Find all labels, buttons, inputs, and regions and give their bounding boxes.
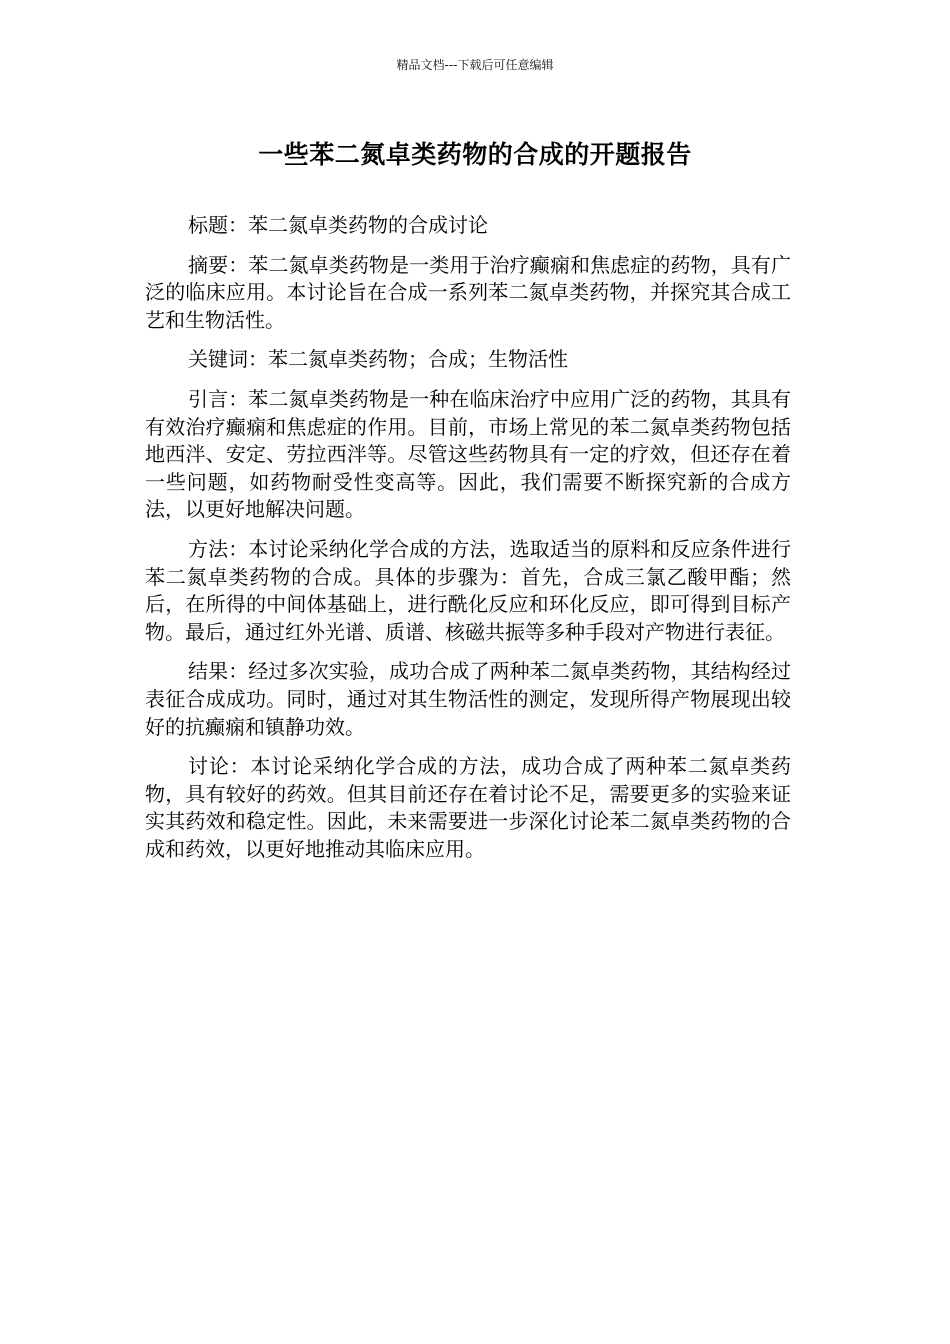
paragraph-abstract: 摘要：苯二氮卓类药物是一类用于治疗癫痫和焦虑症的药物，具有广泛的临床应用。本讨论旨在合成一系列苯二氮卓类药物，并探究其合成工艺和生物活性。 bbox=[145, 252, 791, 332]
paragraph-discussion: 讨论：本讨论采纳化学合成的方法，成功合成了两种苯二氮卓类药物，具有较好的药效。但其目前还存在着讨论不足，需要更多的实验来证实其药效和稳定性。因此，未来需要进一步深化讨论苯二氮卓类药物的合成和药效，以更好地推动其临床应用。 bbox=[145, 754, 791, 861]
document-body bbox=[145, 212, 791, 875]
paragraph-methods: 方法：本讨论采纳化学合成的方法，选取适当的原料和反应条件进行苯二氮卓类药物的合成。具体的步骤为：首先，合成三氯乙酸甲酯；然后，在所得的中间体基础上，进行酰化反应和环化反应，即可得到目标产物。最后，通过红外光谱、质谱、核磁共振等多种手段对产物进行表征。 bbox=[145, 536, 791, 644]
paragraph-introduction: 引言：苯二氮卓类药物是一种在临床治疗中应用广泛的药物，其具有有效治疗癫痫和焦虑症的作用。目前，市场上常见的苯二氮卓类药物包括地西泮、安定、劳拉西泮等。尽管这些药物具有一定的疗效，但还存在着一些问题，如药物耐受性变高等。因此，我们需要不断探究新的合成方法，以更好地解决问题。 bbox=[145, 386, 791, 522]
document-title: 一些苯二氮卓类药物的合成的开题报告 bbox=[258, 140, 692, 169]
paragraph-results: 结果：经过多次实验，成功合成了两种苯二氮卓类药物，其结构经过表征合成成功。同时，通过对其生物活性的测定，发现所得产物展现出较好的抗癫痫和镇静功效。 bbox=[145, 659, 791, 739]
paragraph-title-line: 标题：苯二氮卓类药物的合成讨论 bbox=[188, 213, 488, 237]
paragraph-keywords: 关键词：苯二氮卓类药物；合成；生物活性 bbox=[188, 347, 568, 372]
page-header: 精品文档---下载后可任意编辑 bbox=[396, 58, 554, 72]
